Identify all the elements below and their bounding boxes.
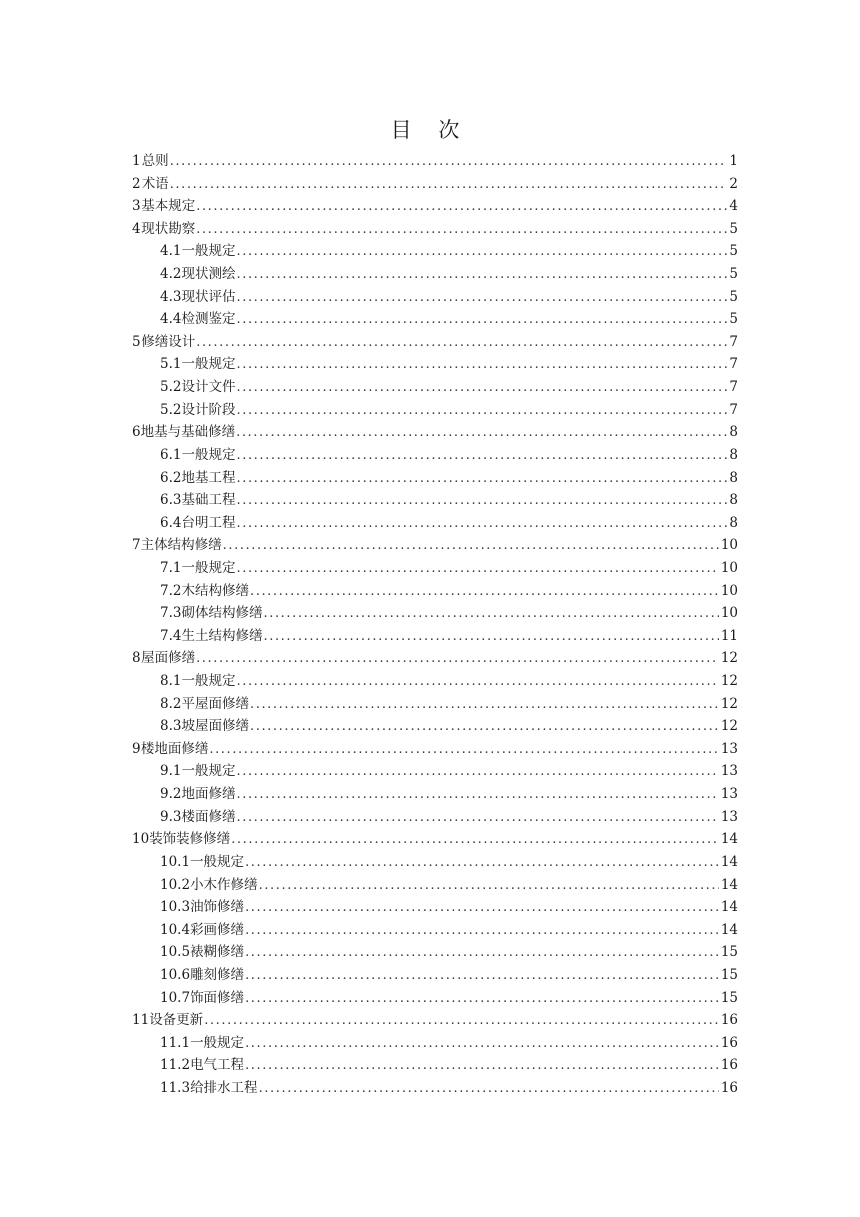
toc-section-entry[interactable] [132, 580, 738, 603]
toc-section-entry[interactable] [132, 444, 738, 467]
toc-entry-page-number: 14 [720, 876, 738, 893]
dot-leader [236, 241, 727, 264]
toc-section-entry[interactable] [132, 286, 738, 309]
toc-section-entry[interactable] [132, 263, 738, 286]
toc-section-entry[interactable] [132, 806, 738, 829]
toc-section-entry[interactable] [132, 625, 738, 648]
toc-entry-page-number: 15 [720, 989, 738, 1006]
toc-chapter-entry[interactable] [132, 534, 738, 557]
toc-title: 目 次 [390, 118, 470, 142]
toc-entry-label: 设备更新 [149, 1012, 204, 1029]
toc-entry-label: 平屋面修缮 [181, 695, 249, 712]
dot-leader [236, 264, 727, 287]
toc-entry-label: 基础工程 [181, 492, 236, 509]
toc-entry-number: 5.2 [160, 379, 182, 396]
toc-entry-number: 5.2 [160, 401, 182, 418]
toc-entry-number: 8.1 [160, 673, 182, 690]
toc-entry-label: 一般规定 [181, 446, 236, 463]
toc-entry-label: 检测鉴定 [181, 311, 236, 328]
dot-leader [236, 445, 727, 468]
toc-entry-label: 台明工程 [181, 514, 236, 531]
dot-leader [263, 626, 718, 649]
dot-leader [236, 761, 718, 784]
toc-section-entry[interactable] [132, 1077, 738, 1100]
toc-entry-page-number: 4 [729, 198, 738, 215]
dot-leader [245, 1055, 719, 1078]
toc-entry-page-number: 10 [720, 559, 738, 576]
toc-section-entry[interactable] [132, 376, 738, 399]
dot-leader [245, 942, 719, 965]
toc-entry-number: 9.2 [160, 786, 182, 803]
toc-entry-label: 装饰装修修缮 [149, 831, 231, 848]
dot-leader [236, 807, 718, 830]
toc-entry-label: 屋面修缮 [141, 650, 196, 667]
toc-section-entry[interactable] [132, 308, 738, 331]
toc-entry-page-number: 10 [720, 605, 738, 622]
dot-leader [236, 784, 718, 807]
dot-leader [231, 829, 719, 852]
toc-entry-number: 10.5 [160, 944, 191, 961]
toc-entry-page-number: 1 [729, 153, 738, 169]
toc-entry-page-number: 5 [729, 266, 738, 283]
toc-entry-page-number: 8 [729, 446, 738, 463]
toc-entry-page-number: 12 [720, 650, 738, 667]
toc-section-entry[interactable] [132, 851, 738, 874]
dot-leader [209, 739, 718, 762]
toc-entry-label: 地基工程 [181, 469, 236, 486]
toc-entry-number: 6.1 [160, 446, 182, 463]
dot-leader [250, 716, 719, 739]
toc-entry-label: 一般规定 [181, 356, 236, 373]
toc-entry-number: 5 [132, 333, 141, 350]
toc-section-entry[interactable] [132, 557, 738, 580]
toc-entry-page-number: 11 [720, 627, 738, 644]
toc-entry-page-number: 15 [720, 966, 738, 983]
toc-entry-label: 生土结构修缮 [181, 627, 263, 644]
toc-entry-number: 8.3 [160, 718, 182, 735]
toc-entry-number: 8 [132, 650, 141, 667]
toc-entry-page-number: 5 [729, 311, 738, 328]
dot-leader [236, 400, 727, 423]
toc-entry-number: 4.2 [160, 266, 182, 283]
toc-entry-label: 基本规定 [141, 198, 196, 215]
toc-entry-page-number: 8 [729, 424, 738, 441]
toc-entry-page-number: 2 [729, 175, 738, 192]
toc-entry-label: 总则 [141, 153, 169, 169]
toc-section-entry[interactable] [132, 896, 738, 919]
toc-entry-label: 地面修缮 [181, 786, 236, 803]
toc-entry-page-number: 14 [720, 899, 738, 916]
dot-leader [196, 332, 727, 355]
toc-section-entry[interactable] [132, 760, 738, 783]
toc-entry-number: 6.4 [160, 514, 182, 531]
toc-entry-page-number: 13 [720, 786, 738, 803]
toc-entry-label: 一般规定 [190, 853, 245, 870]
toc-entry-label: 楼地面修缮 [140, 740, 209, 757]
toc-section-entry[interactable] [132, 467, 738, 490]
toc-entry-page-number: 16 [720, 1057, 738, 1074]
toc-entry-number: 7.1 [160, 559, 182, 576]
toc-entry-label: 设计文件 [181, 379, 236, 396]
toc-entry-number: 7 [132, 537, 141, 554]
toc-entry-number: 9.3 [160, 808, 182, 825]
toc-chapter-entry[interactable] [132, 828, 738, 851]
toc-entry-page-number: 12 [720, 695, 738, 712]
dot-leader [236, 377, 727, 400]
toc-section-entry[interactable] [132, 353, 738, 376]
toc-chapter-entry[interactable] [132, 218, 738, 241]
dot-leader [236, 468, 727, 491]
toc-entry-page-number: 5 [729, 220, 738, 237]
dot-leader [259, 1078, 719, 1101]
dot-leader [245, 988, 719, 1011]
toc-section-entry[interactable] [132, 240, 738, 263]
toc-entry-number: 10 [132, 831, 150, 848]
toc-entry-page-number: 5 [729, 288, 738, 305]
toc-entry-label: 给排水工程 [190, 1079, 258, 1096]
toc-entry-number: 4.1 [160, 243, 182, 260]
toc-entry-number: 4 [132, 220, 141, 237]
dot-leader [223, 535, 719, 558]
dot-leader [236, 422, 727, 445]
dot-leader [250, 581, 719, 604]
toc-section-entry[interactable] [132, 874, 738, 897]
toc-entry-label: 主体结构修缮 [140, 537, 222, 554]
toc-entry-number: 7.4 [160, 627, 182, 644]
toc-chapter-entry[interactable] [132, 647, 738, 670]
toc-chapter-entry[interactable] [132, 195, 738, 218]
dot-leader [204, 1010, 719, 1033]
toc-entry-page-number: 8 [729, 469, 738, 486]
toc-entry-page-number: 15 [720, 944, 738, 961]
toc-entry-number: 7.2 [160, 582, 182, 599]
toc-entry-label: 油饰修缮 [190, 899, 245, 916]
dot-leader [245, 897, 719, 920]
toc-entry-page-number: 13 [720, 808, 738, 825]
toc-entry-label: 地基与基础修缮 [140, 424, 236, 441]
toc-entry-number: 10.4 [160, 921, 191, 938]
toc-entry-page-number: 12 [720, 718, 738, 735]
toc-section-entry[interactable] [132, 941, 738, 964]
toc-entry-page-number: 14 [720, 853, 738, 870]
toc-section-entry[interactable] [132, 919, 738, 942]
toc-entry-label: 一般规定 [190, 1034, 245, 1051]
toc-entry-page-number: 16 [720, 1079, 738, 1096]
toc-section-entry[interactable] [132, 1054, 738, 1077]
dot-leader [245, 1033, 719, 1056]
toc-entry-label: 小木作修缮 [190, 876, 258, 893]
toc-entry-label: 电气工程 [190, 1057, 245, 1074]
toc-entry-page-number: 14 [720, 921, 738, 938]
dot-leader [196, 219, 727, 242]
dot-leader [170, 151, 728, 174]
toc-chapter-entry[interactable] [132, 421, 738, 444]
toc-entry-number: 6 [132, 424, 141, 441]
toc-entry-label: 砌体结构修缮 [181, 605, 263, 622]
toc-section-entry[interactable] [132, 783, 738, 806]
toc-entry-page-number: 8 [729, 514, 738, 531]
dot-leader [236, 287, 727, 310]
toc-chapter-entry[interactable] [132, 1009, 738, 1032]
toc-entry-label: 裱糊修缮 [190, 944, 245, 961]
toc-chapter-entry[interactable] [132, 738, 738, 761]
toc-entry-number: 4.4 [160, 311, 182, 328]
dot-leader [170, 174, 728, 197]
toc-entry-number: 2 [132, 175, 141, 192]
toc-entry-label: 一般规定 [181, 559, 236, 576]
toc-entry-page-number: 10 [720, 537, 738, 554]
toc-entry-label: 一般规定 [181, 243, 236, 260]
toc-section-entry[interactable] [132, 602, 738, 625]
toc-entry-number: 10.7 [160, 989, 191, 1006]
dot-leader [263, 603, 718, 626]
dot-leader [245, 965, 719, 988]
toc-section-entry[interactable] [132, 1032, 738, 1055]
toc-entry-label: 一般规定 [181, 763, 236, 780]
toc-entry-label: 现状评估 [181, 288, 236, 305]
toc-entry-number: 3 [132, 198, 141, 215]
toc-entry-page-number: 16 [720, 1034, 738, 1051]
dot-leader [259, 875, 719, 898]
toc-entry-page-number: 7 [729, 356, 738, 373]
toc-entry-number: 4.3 [160, 288, 182, 305]
toc-entry-label: 饰面修缮 [190, 989, 245, 1006]
toc-section-entry[interactable] [132, 670, 738, 693]
toc-section-entry[interactable] [132, 987, 738, 1010]
toc-entry-page-number: 14 [720, 831, 738, 848]
toc-entry-number: 8.2 [160, 695, 182, 712]
toc-entry-page-number: 7 [729, 333, 738, 350]
toc-entry-number: 9.1 [160, 763, 182, 780]
toc-entry-number: 10.3 [160, 899, 191, 916]
toc-entry-label: 木结构修缮 [181, 582, 249, 599]
toc-entry-number: 7.3 [160, 605, 182, 622]
toc-entry-label: 现状测绘 [181, 266, 236, 283]
toc-entry-label: 一般规定 [181, 673, 236, 690]
dot-leader [236, 309, 727, 332]
toc-entry-number: 6.3 [160, 492, 182, 509]
toc-entry-label: 雕刻修缮 [190, 966, 245, 983]
toc-entry-number: 10.6 [160, 966, 191, 983]
dot-leader [196, 196, 727, 219]
dot-leader [245, 852, 719, 875]
dot-leader [236, 354, 727, 377]
toc-entry-number: 11 [132, 1012, 150, 1029]
toc-entry-page-number: 7 [729, 379, 738, 396]
dot-leader [236, 671, 718, 694]
table-of-contents [132, 150, 738, 1100]
dot-leader [245, 920, 719, 943]
toc-entry-number: 9 [132, 740, 141, 757]
toc-section-entry[interactable] [132, 964, 738, 987]
dot-leader [236, 490, 727, 513]
toc-entry-page-number: 13 [720, 763, 738, 780]
dot-leader [250, 694, 719, 717]
dot-leader [236, 513, 727, 536]
dot-leader [196, 648, 719, 671]
toc-entry-number: 11.1 [160, 1034, 191, 1051]
toc-entry-label: 修缮设计 [141, 333, 196, 350]
toc-entry-page-number: 8 [729, 492, 738, 509]
toc-entry-number: 5.1 [160, 356, 182, 373]
toc-entry-number: 10.2 [160, 876, 191, 893]
toc-entry-label: 彩画修缮 [190, 921, 245, 938]
toc-section-entry[interactable] [132, 512, 738, 535]
toc-section-entry[interactable] [132, 489, 738, 512]
toc-section-entry[interactable] [132, 399, 738, 422]
toc-entry-label: 现状勘察 [141, 220, 196, 237]
toc-section-entry[interactable] [132, 693, 738, 716]
toc-chapter-entry[interactable] [132, 173, 738, 196]
toc-entry-number: 10.1 [160, 853, 191, 870]
toc-entry-page-number: 13 [720, 740, 738, 757]
toc-chapter-entry[interactable] [132, 150, 738, 173]
toc-entry-page-number: 12 [720, 673, 738, 690]
toc-entry-number: 11.2 [160, 1057, 191, 1074]
dot-leader [236, 558, 718, 581]
toc-entry-label: 术语 [141, 175, 169, 192]
toc-entry-number: 11.3 [160, 1079, 191, 1096]
toc-entry-number: 1 [132, 153, 141, 169]
toc-section-entry[interactable] [132, 715, 738, 738]
toc-entry-page-number: 16 [720, 1012, 738, 1029]
toc-chapter-entry[interactable] [132, 331, 738, 354]
toc-entry-number: 6.2 [160, 469, 182, 486]
toc-entry-label: 设计阶段 [181, 401, 236, 418]
toc-entry-label: 坡屋面修缮 [181, 718, 249, 735]
toc-entry-page-number: 5 [729, 243, 738, 260]
toc-entry-page-number: 10 [720, 582, 738, 599]
toc-entry-page-number: 7 [729, 401, 738, 418]
toc-entry-label: 楼面修缮 [181, 808, 236, 825]
